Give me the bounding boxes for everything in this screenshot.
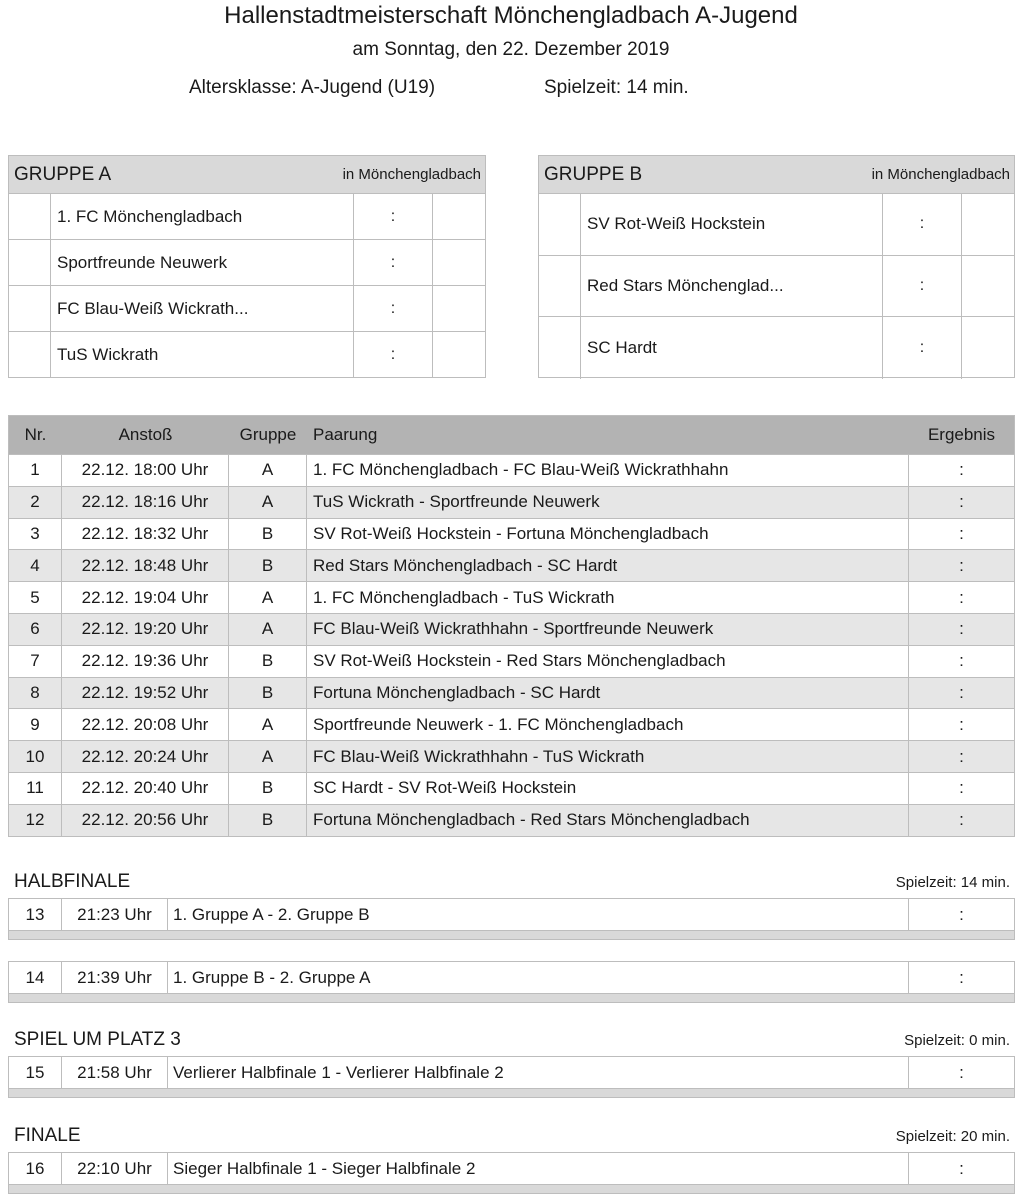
- schedule-row: [9, 486, 1014, 518]
- match-pairing: SV Rot-Weiß Hockstein - Red Stars Mönchengladbach: [307, 646, 909, 677]
- match-time: 21:39 Uhr: [62, 962, 168, 993]
- rank-cell: [9, 286, 51, 331]
- match-nr: 10: [9, 741, 62, 772]
- group-b-name: GRUPPE B: [544, 163, 643, 185]
- match-nr: 12: [9, 805, 62, 836]
- rank-cell: [9, 240, 51, 285]
- match-result: :: [959, 714, 964, 734]
- match-nr: 13: [9, 899, 62, 930]
- match-nr: 1: [9, 455, 62, 486]
- play-time: Spielzeit: 14 min.: [544, 77, 689, 98]
- match-group: B: [229, 519, 307, 550]
- third-place-match: [8, 1056, 1015, 1098]
- group-b-team-row: [539, 317, 1014, 379]
- schedule-row: [9, 518, 1014, 550]
- match-divider: [9, 1184, 1014, 1193]
- match-pairing: SC Hardt - SV Rot-Weiß Hockstein: [307, 773, 909, 804]
- schedule-header: [9, 416, 1014, 454]
- match-result: :: [959, 682, 964, 702]
- group-a-name: GRUPPE A: [14, 163, 112, 185]
- match-kickoff: 22.12. 18:48 Uhr: [62, 550, 229, 581]
- team-name: FC Blau-Weiß Wickrath...: [51, 286, 354, 331]
- match-pairing: 1. FC Mönchengladbach - TuS Wickrath: [307, 582, 909, 613]
- rank-cell: [539, 317, 581, 379]
- match-group: B: [229, 678, 307, 709]
- semifinal-match: [8, 961, 1015, 1003]
- match-group: B: [229, 550, 307, 581]
- team-name: Red Stars Mönchenglad...: [581, 256, 883, 317]
- match-row: [9, 1057, 1014, 1088]
- schedule-body: [9, 454, 1014, 836]
- match-group: A: [229, 455, 307, 486]
- goals-cell: :: [883, 256, 962, 317]
- header-pairing: Paarung: [313, 425, 378, 444]
- rank-cell: [539, 194, 581, 255]
- rank-cell: [539, 256, 581, 317]
- match-result: :: [959, 1158, 964, 1178]
- group-a-location: in Mönchengladbach: [342, 166, 481, 183]
- points-cell: [433, 286, 485, 331]
- match-result: :: [959, 587, 964, 607]
- match-result: :: [959, 904, 964, 924]
- group-b-header: [539, 156, 1014, 194]
- match-result: :: [959, 523, 964, 543]
- match-result: :: [959, 460, 964, 480]
- match-pairing: TuS Wickrath - Sportfreunde Neuwerk: [307, 487, 909, 518]
- goals-cell: :: [883, 194, 962, 255]
- match-nr: 11: [9, 773, 62, 804]
- group-b-table: [538, 155, 1015, 378]
- match-pairing: SV Rot-Weiß Hockstein - Fortuna Mönchengladbach: [307, 519, 909, 550]
- match-nr: 3: [9, 519, 62, 550]
- match-kickoff: 22.12. 19:20 Uhr: [62, 614, 229, 645]
- match-group: A: [229, 487, 307, 518]
- final-play-time: Spielzeit: 20 min.: [895, 1128, 1010, 1145]
- age-class: Altersklasse: A-Jugend (U19): [189, 77, 436, 98]
- points-cell: [433, 240, 485, 285]
- match-group: B: [229, 773, 307, 804]
- match-time: 21:58 Uhr: [62, 1057, 168, 1088]
- team-name: Sportfreunde Neuwerk: [51, 240, 354, 285]
- group-a-team-row: [9, 286, 485, 332]
- goals-cell: :: [354, 240, 433, 285]
- match-pairing: Red Stars Mönchengladbach - SC Hardt: [307, 550, 909, 581]
- rank-cell: [9, 194, 51, 239]
- goals-cell: :: [354, 194, 433, 239]
- group-a-table: [8, 155, 486, 378]
- match-result: :: [959, 810, 964, 830]
- match-group: A: [229, 709, 307, 740]
- match-pairing: FC Blau-Weiß Wickrathhahn - TuS Wickrath: [307, 741, 909, 772]
- points-cell: [962, 256, 1014, 317]
- group-a-team-row: [9, 332, 485, 378]
- match-kickoff: 22.12. 18:32 Uhr: [62, 519, 229, 550]
- team-name: SV Rot-Weiß Hockstein: [581, 194, 883, 255]
- schedule-row: [9, 613, 1014, 645]
- match-row: [9, 962, 1014, 993]
- match-nr: 16: [9, 1153, 62, 1184]
- match-pairing: 1. FC Mönchengladbach - FC Blau-Weiß Wickrathhahn: [307, 455, 909, 486]
- match-nr: 5: [9, 582, 62, 613]
- match-group: A: [229, 741, 307, 772]
- points-cell: [433, 332, 485, 378]
- match-kickoff: 22.12. 20:56 Uhr: [62, 805, 229, 836]
- match-divider: [9, 1088, 1014, 1097]
- goals-cell: :: [354, 286, 433, 331]
- match-group: A: [229, 582, 307, 613]
- match-nr: 7: [9, 646, 62, 677]
- match-pairing: 1. Gruppe A - 2. Gruppe B: [168, 899, 909, 930]
- schedule-row: [9, 804, 1014, 836]
- match-nr: 8: [9, 678, 62, 709]
- match-divider: [9, 993, 1014, 1002]
- match-row: [9, 899, 1014, 930]
- match-nr: 6: [9, 614, 62, 645]
- third-place-title: SPIEL UM PLATZ 3: [14, 1029, 181, 1050]
- match-nr: 2: [9, 487, 62, 518]
- match-kickoff: 22.12. 20:40 Uhr: [62, 773, 229, 804]
- third-place-play-time: Spielzeit: 0 min.: [904, 1032, 1010, 1049]
- match-result: :: [959, 967, 964, 987]
- match-nr: 9: [9, 709, 62, 740]
- match-kickoff: 22.12. 20:24 Uhr: [62, 741, 229, 772]
- match-nr: 14: [9, 962, 62, 993]
- match-kickoff: 22.12. 19:36 Uhr: [62, 646, 229, 677]
- match-row: [9, 1153, 1014, 1184]
- match-time: 21:23 Uhr: [62, 899, 168, 930]
- match-time: 22:10 Uhr: [62, 1153, 168, 1184]
- team-name: SC Hardt: [581, 317, 883, 379]
- group-b-team-row: [539, 194, 1014, 256]
- schedule-row: [9, 454, 1014, 486]
- match-pairing: Fortuna Mönchengladbach - SC Hardt: [307, 678, 909, 709]
- points-cell: [962, 317, 1014, 379]
- match-kickoff: 22.12. 19:04 Uhr: [62, 582, 229, 613]
- group-a-team-row: [9, 240, 485, 286]
- match-result: :: [959, 778, 964, 798]
- semifinal-title: HALBFINALE: [14, 871, 131, 892]
- schedule-row: [9, 772, 1014, 804]
- match-pairing: 1. Gruppe B - 2. Gruppe A: [168, 962, 909, 993]
- header-result: Ergebnis: [927, 425, 996, 444]
- match-pairing: Sieger Halbfinale 1 - Sieger Halbfinale 2: [168, 1153, 909, 1184]
- match-result: :: [959, 619, 964, 639]
- header-kickoff: Anstoß: [118, 425, 173, 444]
- match-result: :: [959, 651, 964, 671]
- final-title: FINALE: [14, 1125, 81, 1146]
- final-match: [8, 1152, 1015, 1194]
- semifinal-play-time: Spielzeit: 14 min.: [895, 874, 1010, 891]
- match-pairing: Sportfreunde Neuwerk - 1. FC Mönchengladbach: [307, 709, 909, 740]
- match-group: A: [229, 614, 307, 645]
- group-b-team-row: [539, 256, 1014, 318]
- page-title: Hallenstadtmeisterschaft Mönchengladbach A-Jugend: [224, 2, 798, 29]
- match-pairing: Fortuna Mönchengladbach - Red Stars Mönchengladbach: [307, 805, 909, 836]
- match-kickoff: 22.12. 19:52 Uhr: [62, 678, 229, 709]
- schedule-row: [9, 708, 1014, 740]
- schedule-row: [9, 740, 1014, 772]
- points-cell: [433, 194, 485, 239]
- team-name: 1. FC Mönchengladbach: [51, 194, 354, 239]
- schedule-row: [9, 581, 1014, 613]
- match-result: :: [959, 746, 964, 766]
- semifinal-match: [8, 898, 1015, 940]
- header-group: Gruppe: [239, 425, 297, 444]
- match-group: B: [229, 646, 307, 677]
- goals-cell: :: [883, 317, 962, 379]
- match-nr: 4: [9, 550, 62, 581]
- rank-cell: [9, 332, 51, 378]
- group-a-header: [9, 156, 485, 194]
- header-nr: Nr.: [24, 425, 47, 444]
- points-cell: [962, 194, 1014, 255]
- schedule-row: [9, 549, 1014, 581]
- match-kickoff: 22.12. 18:00 Uhr: [62, 455, 229, 486]
- schedule-table: [8, 415, 1015, 837]
- event-date: am Sonntag, den 22. Dezember 2019: [352, 39, 670, 60]
- match-group: B: [229, 805, 307, 836]
- match-pairing: FC Blau-Weiß Wickrathhahn - Sportfreunde Neuwerk: [307, 614, 909, 645]
- match-result: :: [959, 555, 964, 575]
- match-result: :: [959, 1062, 964, 1082]
- match-kickoff: 22.12. 18:16 Uhr: [62, 487, 229, 518]
- match-pairing: Verlierer Halbfinale 1 - Verlierer Halbfinale 2: [168, 1057, 909, 1088]
- goals-cell: :: [354, 332, 433, 378]
- match-nr: 15: [9, 1057, 62, 1088]
- team-name: TuS Wickrath: [51, 332, 354, 378]
- group-a-team-row: [9, 194, 485, 240]
- schedule-row: [9, 677, 1014, 709]
- match-result: :: [959, 492, 964, 512]
- match-divider: [9, 930, 1014, 939]
- group-b-location: in Mönchengladbach: [871, 166, 1010, 183]
- match-kickoff: 22.12. 20:08 Uhr: [62, 709, 229, 740]
- schedule-row: [9, 645, 1014, 677]
